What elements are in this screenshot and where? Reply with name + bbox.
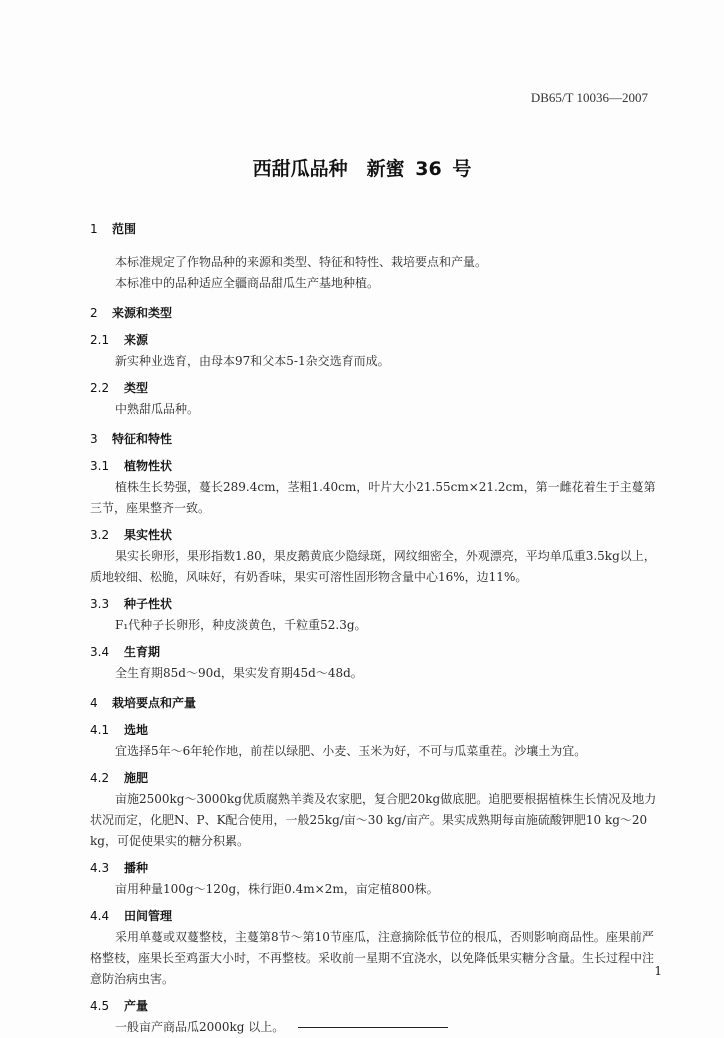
end-of-document-line xyxy=(298,1027,448,1028)
standard-code: DB65/T 10036—2007 xyxy=(530,90,648,105)
document-body xyxy=(90,210,664,1038)
subsection-title: 施肥 xyxy=(124,771,149,785)
subsection-number: 2.2 xyxy=(90,381,110,395)
paragraph: 亩施2500kg～3000kg优质腐熟羊粪及农家肥，复合肥20kg做底肥。追肥要根据植株生长情况及地力状况而定，化肥N、P、K配合使用，一般25kg/亩～30 kg/亩产。果实成熟期每亩施硫酸钾肥10 kg～20 kg，可促使果实的糖分积累。 xyxy=(90,792,657,848)
subsection-heading-3-2 xyxy=(90,525,664,546)
paragraph: F₁代种子长卵形，种皮淡黄色，千粒重52.3g。 xyxy=(115,618,367,632)
subsection-title: 生育期 xyxy=(124,645,161,659)
section-number: 4 xyxy=(90,696,98,710)
subsection-title: 选地 xyxy=(124,723,149,737)
subsection-heading-3-4 xyxy=(90,642,664,663)
subsection-heading-4-3 xyxy=(90,858,664,879)
paragraph: 果实长卵形，果形指数1.80，果皮鹅黄底少隐绿斑，网纹细密全，外观漂亮，平均单瓜重3.5kg以上，质地较细、松脆，风味好，有奶香味，果实可溶性固形物含量中心16%，边11%。 xyxy=(90,549,656,584)
subsection-heading-4-2 xyxy=(90,768,664,789)
subsection-title: 果实性状 xyxy=(124,528,173,542)
paragraph: 本标准中的品种适应全疆商品甜瓜生产基地种植。 xyxy=(115,276,380,290)
section-number: 1 xyxy=(90,222,98,236)
section-number: 2 xyxy=(90,306,98,320)
subsection-title: 植物性状 xyxy=(124,459,173,473)
subsection-title: 产量 xyxy=(124,999,149,1013)
subsection-title: 播种 xyxy=(124,861,149,875)
subsection-heading-2-2 xyxy=(90,378,664,399)
section-heading-4 xyxy=(90,693,664,714)
final-paragraph xyxy=(90,1017,664,1038)
page-number: 1 xyxy=(654,964,662,978)
section-heading-1 xyxy=(90,219,664,240)
subsection-number: 3.4 xyxy=(90,645,110,659)
subsection-heading-4-1 xyxy=(90,720,664,741)
subsection-number: 3.3 xyxy=(90,597,110,611)
section-title: 特征和特性 xyxy=(112,432,173,446)
paragraph: 亩用种量100g～120g，株行距0.4m×2m，亩定植800株。 xyxy=(115,882,439,896)
subsection-number: 4.3 xyxy=(90,861,110,875)
section-title: 范围 xyxy=(112,222,137,236)
paragraph: 本标准规定了作物品种的来源和类型、特征和特性、栽培要点和产量。 xyxy=(115,255,488,269)
section-heading-3 xyxy=(90,429,664,450)
subsection-title: 种子性状 xyxy=(124,597,173,611)
subsection-number: 3.2 xyxy=(90,528,110,542)
subsection-heading-3-1 xyxy=(90,456,664,477)
subsection-number: 4.2 xyxy=(90,771,110,785)
subsection-title: 来源 xyxy=(124,333,149,347)
paragraph: 植株生长势强，蔓长289.4cm，茎粗1.40cm，叶片大小21.55cm×21.2cm，第一雌花着生于主蔓第三节，座果整齐一致。 xyxy=(90,480,656,515)
section-title: 来源和类型 xyxy=(112,306,173,320)
paragraph: 宜选择5年～6年轮作地，前茬以绿肥、小麦、玉米为好，不可与瓜菜重茬。沙壤土为宜。 xyxy=(115,744,587,758)
subsection-number: 3.1 xyxy=(90,459,110,473)
section-number: 3 xyxy=(90,432,98,446)
subsection-number: 4.1 xyxy=(90,723,110,737)
subsection-title: 类型 xyxy=(124,381,149,395)
subsection-title: 田间管理 xyxy=(124,909,173,923)
subsection-heading-4-4 xyxy=(90,906,664,927)
document-title: 西甜瓜品种 新蜜 36 号 xyxy=(252,158,472,180)
paragraph: 中熟甜瓜品种。 xyxy=(115,402,200,416)
paragraph: 采用单蔓或双蔓整枝，主蔓第8节～第10节座瓜，注意摘除低节位的根瓜，否则影响商品性。座果前严格整枝，座果长至鸡蛋大小时，不再整枝。采收前一星期不宜浇水，以免降低果实糖分含量。生长过程中注意防治病虫害。 xyxy=(90,930,655,986)
subsection-number: 2.1 xyxy=(90,333,110,347)
subsection-heading-3-3 xyxy=(90,594,664,615)
subsection-number: 4.4 xyxy=(90,909,110,923)
paragraph-text: 一般亩产商品瓜2000kg 以上。 xyxy=(115,1020,285,1034)
subsection-number: 4.5 xyxy=(90,999,110,1013)
paragraph: 全生育期85d～90d，果实发育期45d～48d。 xyxy=(115,666,363,680)
subsection-heading-4-5 xyxy=(90,996,664,1017)
subsection-heading-2-1 xyxy=(90,330,664,351)
paragraph: 新实种业选育，由母本97和父本5-1杂交选育而成。 xyxy=(115,354,390,368)
section-title: 栽培要点和产量 xyxy=(112,696,197,710)
section-heading-2 xyxy=(90,303,664,324)
